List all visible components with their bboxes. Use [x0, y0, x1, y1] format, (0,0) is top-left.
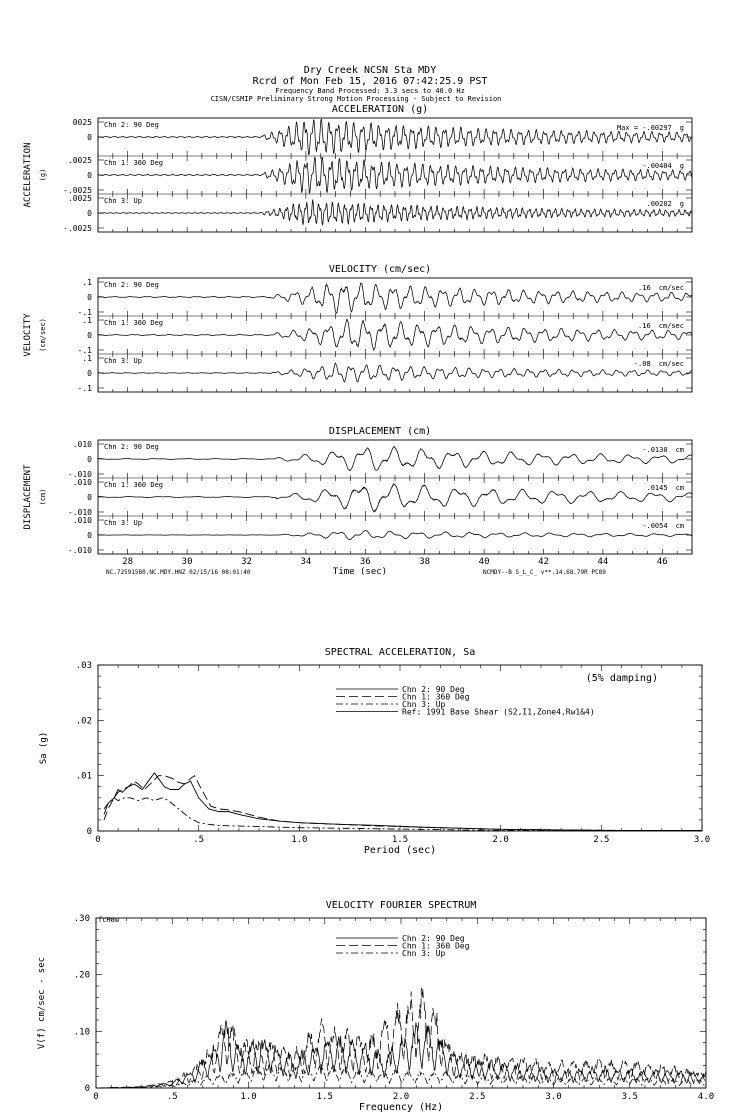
max-value: .16 [638, 284, 651, 292]
accel-ylabel: ACCELERATION [23, 142, 33, 208]
disp-channel-label: Chn 2: 90 Deg [104, 443, 159, 451]
vel-ytick-label: -.1 [77, 308, 92, 317]
disp-ytick-label: 0 [87, 531, 92, 540]
vel-yunit: (cm/sec) [39, 318, 47, 352]
panel-vel [23, 264, 692, 393]
sa-ylabel: Sa (g) [39, 731, 49, 765]
disp-max-label [646, 484, 684, 492]
accel-ytick-label: .0025 [67, 156, 92, 165]
accel-max-label [642, 162, 684, 170]
fourier-xtick-label: 4.0 [697, 1092, 715, 1102]
vel-channel-label: Chn 3: Up [104, 357, 142, 365]
vel-ytick-label: -.1 [77, 384, 92, 393]
fourier-legend-entry: Chn 1: 360 Deg [402, 941, 470, 951]
time-tick-label: 44 [597, 557, 609, 567]
time-tick-label: 30 [181, 557, 193, 567]
sa-xtick-label: .5 [193, 835, 205, 845]
accel-channel-label: Chn 3: Up [104, 197, 142, 205]
sa-legend-entry: Chn 3: Up [402, 700, 446, 709]
vel-trace-2 [98, 319, 692, 350]
sa-xtick-label: 2.0 [492, 835, 509, 845]
fourier-xtick-label: 3.5 [621, 1092, 638, 1102]
frequency-band: Frequency Band Processed: 3.3 secs to 40.0 Hz [275, 87, 465, 95]
accel-ytick-label: 0 [87, 171, 92, 180]
accel-max-label [646, 200, 684, 208]
disp-ytick-label: .010 [72, 478, 92, 487]
max-unit: cm/sec [658, 284, 684, 292]
max-unit: g [679, 162, 684, 170]
disp-yunit: (cm) [39, 488, 47, 506]
fourier-legend-entry: Chn 3: Up [402, 949, 446, 958]
vel-channel-label: Chn 2: 90 Deg [104, 281, 159, 289]
fourier-xlabel: Frequency (Hz) [358, 1102, 444, 1113]
fourier-legend-entry: Chn 2: 90 Deg [402, 934, 465, 943]
fourier-title: VELOCITY FOURIER SPECTRUM [325, 900, 477, 911]
record-id-footer: NC.72591580.NC.MDY.HNZ 02/15/16 08:01:40 [106, 569, 251, 576]
accel-ytick-label: 0 [87, 209, 92, 218]
max-unit: cm [675, 522, 684, 530]
accel-ytick-label: .0025 [67, 194, 92, 203]
spectral-acceleration-panel [39, 647, 710, 856]
disp-max-label [642, 446, 684, 454]
disp-trace-3 [98, 530, 692, 539]
panel-disp [23, 426, 692, 577]
max-unit: cm [675, 446, 684, 454]
figure-header [211, 65, 502, 103]
sa-legend-entry: Ref: 1991 Base Shear (S2,I1,Zone4,Rw1&4) [402, 707, 595, 717]
sa-frame [98, 665, 702, 831]
vel-max-label [638, 284, 684, 292]
time-tick-label: 40 [478, 557, 490, 567]
fourier-xtick-label: 1.5 [316, 1092, 333, 1102]
vel-ytick-label: 0 [87, 293, 92, 302]
sa-ytick-label: .01 [75, 771, 92, 782]
fourier-ytick-label: .10 [73, 1027, 90, 1038]
disp-ytick-label: 0 [87, 455, 92, 464]
fourier-ylabel: V(f) cm/sec - sec [37, 956, 47, 1050]
disp-ylabel: DISPLACEMENT [23, 464, 33, 530]
max-unit: cm [675, 484, 684, 492]
accel-title: ACCELERATION (g) [331, 104, 429, 115]
max-value: -.0130 [642, 446, 668, 454]
disp-title: DISPLACEMENT (cm) [328, 426, 432, 437]
vel-ylabel: VELOCITY [23, 313, 33, 357]
fourier-spectrum-panel [37, 900, 714, 1113]
sa-series-1 [104, 773, 702, 831]
accel-ytick-label: -.0025 [63, 224, 92, 233]
time-tick-label: 42 [538, 557, 549, 567]
sa-legend-entry: Chn 2: 90 Deg [402, 685, 465, 694]
fourier-xtick-label: 0 [93, 1092, 99, 1102]
sa-title: SPECTRAL ACCELERATION, Sa [324, 647, 476, 658]
vel-max-label [638, 322, 684, 330]
record-title: Rcrd of Mon Feb 15, 2016 07:42:25.9 PST [252, 76, 488, 87]
vel-ytick-label: 0 [87, 369, 92, 378]
sa-ytick-label: .03 [75, 661, 92, 671]
max-unit: g [679, 200, 684, 208]
fourier-ytick-label: 0 [84, 1084, 90, 1094]
vel-channel-label: Chn 1: 360 Deg [104, 319, 164, 327]
sa-xtick-label: 0 [95, 835, 101, 845]
fourier-xtick-label: 2.0 [392, 1092, 410, 1102]
disp-ytick-label: .010 [72, 516, 92, 525]
time-tick-label: 36 [359, 557, 371, 567]
fourier-series-1 [96, 1021, 706, 1088]
sa-xlabel: Period (sec) [363, 845, 437, 856]
max-value: -.00297 [642, 124, 672, 132]
disp-channel-label: Chn 1: 360 Deg [104, 481, 164, 489]
disp-trace-1 [98, 446, 692, 470]
accel-trace-2 [98, 157, 692, 193]
disp-channel-label: Chn 3: Up [104, 519, 142, 527]
vel-ytick-label: .1 [82, 278, 92, 287]
max-value: -.0054 [642, 522, 668, 530]
sa-legend-entry: Chn 1: 360 Deg [402, 692, 470, 702]
accel-trace-3 [98, 200, 692, 225]
vel-title: VELOCITY (cm/sec) [328, 264, 432, 275]
vel-max-label [634, 360, 684, 368]
max-unit: cm/sec [658, 360, 684, 368]
max-value: .0145 [646, 484, 668, 492]
sa-ytick-label: .02 [75, 716, 92, 727]
disp-ytick-label: .010 [72, 440, 92, 449]
disp-ytick-label: -.010 [67, 508, 92, 517]
max-value: -.00404 [642, 162, 672, 170]
sa-xtick-label: 3.0 [693, 835, 711, 845]
fourier-xtick-label: .5 [166, 1092, 178, 1102]
station-title: Dry Creek NCSN Sta MDY [303, 65, 437, 76]
fourier-xtick-label: 3.0 [545, 1092, 562, 1102]
panel-accel [23, 104, 692, 233]
disp-ytick-label: -.010 [67, 546, 92, 555]
time-tick-label: 46 [656, 557, 668, 567]
accel-ytick-label: 0025 [72, 118, 92, 127]
vel-ytick-label: .1 [82, 354, 92, 363]
time-tick-label: 28 [122, 557, 134, 567]
disp-ytick-label: 0 [87, 493, 92, 502]
sa-xtick-label: 1.0 [291, 835, 308, 845]
sa-series-3 [104, 798, 702, 831]
processing-disclaimer: CISN/CSMIP Preliminary Strong Motion Processing - Subject to Revision [210, 95, 502, 103]
time-axis-label: Time (sec) [332, 567, 388, 577]
disp-max-label [642, 522, 684, 530]
max-prefix: Max = [616, 124, 643, 132]
time-tick-label: 34 [300, 557, 312, 567]
sa-xtick-label: 1.5 [391, 835, 409, 845]
vel-ytick-label: .1 [82, 316, 92, 325]
sa-series-2 [104, 776, 702, 831]
accel-ytick-label: -.0025 [63, 186, 92, 195]
time-tick-label: 32 [241, 557, 252, 567]
accel-yunit: (g) [39, 168, 47, 182]
fourier-ytick-label: .20 [73, 970, 90, 981]
processing-footer: NCMDY--B S_L_C_ v**.14.68.79R PC89 [483, 569, 606, 576]
vel-ytick-label: -.1 [77, 346, 92, 355]
max-value: .16 [638, 322, 651, 330]
time-tick-label: 38 [419, 557, 431, 567]
vel-ytick-label: 0 [87, 331, 92, 340]
accel-channel-label: Chn 2: 90 Deg [104, 121, 159, 129]
vel-trace-3 [98, 363, 692, 382]
max-value: -.08 [633, 360, 651, 368]
fourier-corner-note: fcHaw [98, 916, 120, 924]
vel-trace-1 [98, 283, 692, 313]
accel-max-label [617, 124, 684, 132]
disp-ytick-label: -.010 [67, 470, 92, 479]
max-unit: cm/sec [658, 322, 684, 330]
fourier-xtick-label: 1.0 [240, 1092, 257, 1102]
fourier-xtick-label: 2.5 [469, 1092, 486, 1102]
sa-xtick-label: 2.5 [593, 835, 610, 845]
max-value: .00202 [646, 200, 672, 208]
sa-ytick-label: 0 [86, 827, 92, 837]
accel-ytick-label: 0 [87, 133, 92, 142]
fourier-ytick-label: .30 [73, 914, 90, 924]
fourier-frame [96, 918, 706, 1088]
accel-channel-label: Chn 1: 360 Deg [104, 159, 164, 167]
damping-note: (5% damping) [585, 673, 658, 684]
disp-trace-2 [98, 484, 692, 512]
accel-trace-1 [98, 119, 692, 155]
time-history-panels [23, 104, 692, 577]
max-unit: g [679, 124, 684, 132]
